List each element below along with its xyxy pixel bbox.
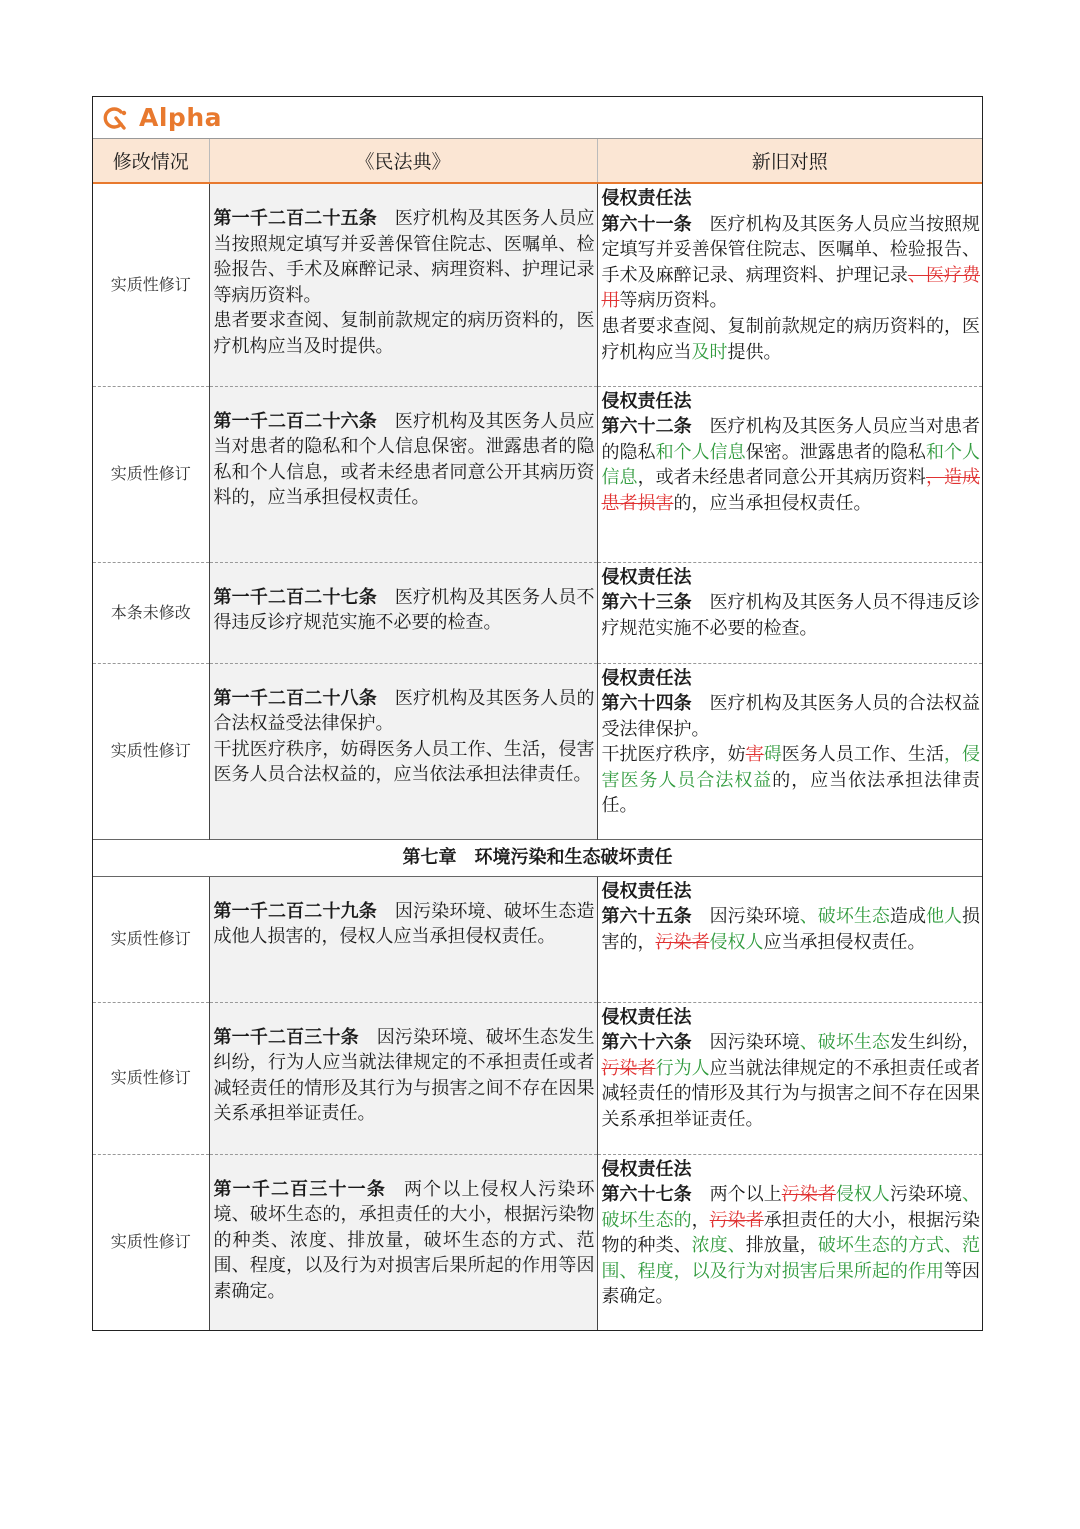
old-law-name: 侵权责任法 [601, 1158, 692, 1180]
added-text: 浓度、 [691, 1235, 746, 1257]
revision-status: 本条未修改 [93, 562, 209, 663]
old-law-paragraph [602, 212, 981, 314]
added-text: 碍 [763, 744, 782, 766]
table-row [93, 1002, 982, 1154]
old-law-paragraph [602, 1182, 981, 1310]
added-text: 及时 [691, 341, 728, 363]
comparison-document [92, 96, 983, 1331]
brand-name: Alpha [139, 103, 222, 132]
added-text: 、破坏生态的 [601, 1184, 981, 1231]
old-article-number: 第六十六条 [601, 1032, 692, 1054]
unchanged-text: 应当就法律规定的不承担责任或者减轻责任的情形及其行为与损害之间不存在因果关系承担举证责任。 [601, 1057, 981, 1130]
unchanged-text: 保密。泄露患者的隐私 [745, 441, 926, 463]
old-law-name: 侵权责任法 [601, 188, 692, 209]
unchanged-text: 的，应当依法承担法律责任。 [601, 769, 981, 817]
revision-status: 实质性修订 [93, 1002, 209, 1154]
table-row [93, 1154, 982, 1330]
unchanged-text: 医疗机构及其医务人员应当对患者的隐私 [601, 416, 981, 463]
old-law-paragraph [602, 414, 981, 516]
old-law-name: 侵权责任法 [601, 390, 692, 412]
deleted-text: 污染者 [781, 1184, 836, 1206]
civil-code-text: 患者要求查阅、复制前款规定的病历资料的，医疗机构应当及时提供。 [213, 310, 595, 357]
civil-code-cell [209, 1002, 597, 1154]
table-row [93, 183, 982, 386]
old-law-name: 侵权责任法 [601, 880, 692, 902]
civil-code-text: 两个以上侵权人污染环境、破坏生态的，承担责任的大小，根据污染物的种类、浓度、排放量，破坏生态的方式、范围、程度，以及行为对损害后果所起的作用等因素确定。 [213, 1178, 595, 1302]
unchanged-text: 患者要求查阅、复制前款规定的病历资料的，医疗机构应当 [601, 315, 980, 363]
unchanged-text: 干扰医疗秩序，妨 [601, 744, 746, 766]
unchanged-text: 因污染环境 [709, 906, 800, 928]
table-row [93, 562, 982, 663]
unchanged-text: 发生纠纷， [889, 1032, 981, 1054]
civil-code-text: 因污染环境、破坏生态造成他人损害的，侵权人应当承担侵权责任。 [213, 900, 595, 948]
unchanged-text: 因污染环境 [709, 1032, 800, 1054]
civil-code-cell [209, 183, 597, 386]
table-row [93, 663, 982, 839]
revision-status: 实质性修订 [93, 663, 209, 839]
chapter-row [93, 839, 982, 876]
civil-code-paragraph [214, 899, 595, 950]
unchanged-text: 承担责任的大小，根据污染物的种类、 [601, 1209, 981, 1257]
old-law-paragraph [602, 590, 981, 641]
old-law-paragraph [602, 742, 981, 819]
old-law-paragraph [602, 691, 981, 742]
added-text: 和个人信息 [601, 441, 981, 489]
civil-code-text: 医疗机构及其医务人员应当按照规定填写并妥善保管住院志、医嘱单、检验报告、手术及麻醉记录、病理资料、护理记录等病历资料。 [213, 208, 595, 306]
table-row [93, 876, 982, 1002]
civil-code-paragraph [214, 585, 595, 636]
unchanged-text: 应当承担侵权责任。 [763, 931, 926, 953]
civil-code-paragraph [214, 206, 595, 308]
table-body [93, 183, 982, 1330]
header-status: 修改情况 [93, 139, 209, 183]
added-text: 和个人信息 [655, 441, 746, 463]
deleted-text: 害 [745, 744, 764, 766]
old-article-number: 第六十二条 [601, 416, 692, 438]
civil-code-article-number: 第一千二百二十六条 [213, 410, 377, 432]
unchanged-text: 排放量， [745, 1235, 818, 1257]
comparison-cell [597, 562, 982, 663]
civil-code-article-number: 第一千二百二十七条 [213, 586, 377, 608]
added-text: ，侵害医务人员合法权益 [601, 744, 981, 791]
revision-status: 实质性修订 [93, 876, 209, 1002]
old-law-name: 侵权责任法 [601, 1006, 692, 1028]
comparison-cell [597, 876, 982, 1002]
old-law-paragraph [602, 314, 981, 365]
deleted-text: 污染者 [655, 931, 710, 953]
unchanged-text: 医务人员工作、生活 [781, 744, 944, 766]
unchanged-text: 污染环境 [889, 1184, 963, 1206]
civil-code-paragraph [214, 409, 595, 511]
unchanged-text: 的，应当承担侵权责任。 [673, 492, 872, 514]
civil-code-text: 因污染环境、破坏生态发生纠纷，行为人应当就法律规定的不承担责任或者减轻责任的情形及其行为与损害之间不存在因果关系承担举证责任。 [213, 1026, 595, 1125]
unchanged-text: 两个以上 [709, 1184, 782, 1206]
table-row [93, 386, 982, 562]
unchanged-text: 医疗机构及其医务人员的合法权益受法律保护。 [601, 693, 981, 740]
added-text: 他人 [925, 906, 963, 928]
civil-code-paragraph [214, 308, 595, 359]
comparison-cell [597, 183, 982, 386]
comparison-table [93, 139, 982, 1330]
added-text: 侵权人 [709, 931, 764, 953]
old-article-number: 第六十三条 [601, 592, 692, 614]
comparison-cell [597, 1002, 982, 1154]
added-text: 、破坏生态 [799, 1032, 890, 1054]
unchanged-text: 造成 [889, 906, 926, 928]
civil-code-cell [209, 562, 597, 663]
header-civil-code: 《民法典》 [209, 139, 597, 183]
civil-code-article-number: 第一千二百二十九条 [213, 900, 377, 922]
civil-code-cell [209, 386, 597, 562]
civil-code-article-number: 第一千二百二十五条 [213, 208, 377, 229]
added-text: 破坏生态的方式、范围、程度，以及行为对损害后果所起的作用 [601, 1235, 981, 1282]
civil-code-paragraph [214, 737, 595, 788]
comparison-cell [597, 386, 982, 562]
unchanged-text: ， [691, 1209, 710, 1231]
deleted-text: 污染者 [709, 1209, 764, 1231]
unchanged-text: 医疗机构及其医务人员不得违反诊疗规范实施不必要的检查。 [601, 592, 981, 639]
revision-status: 实质性修订 [93, 386, 209, 562]
old-law-name: 侵权责任法 [601, 566, 692, 588]
civil-code-cell [209, 876, 597, 1002]
old-law-name: 侵权责任法 [601, 667, 692, 689]
revision-status: 实质性修订 [93, 1154, 209, 1330]
alpha-logo-icon [101, 104, 129, 132]
civil-code-article-number: 第一千二百二十八条 [213, 687, 377, 709]
brand-bar [93, 97, 982, 139]
civil-code-text: 医疗机构及其医务人员不得违反诊疗规范实施不必要的检查。 [213, 586, 595, 634]
unchanged-text: 等病历资料。 [619, 290, 728, 312]
civil-code-paragraph [214, 686, 595, 737]
civil-code-text: 干扰医疗秩序，妨碍医务人员工作、生活，侵害医务人员合法权益的，应当依法承担法律责任。 [213, 738, 595, 786]
civil-code-cell [209, 663, 597, 839]
civil-code-article-number: 第一千二百三十一条 [213, 1178, 386, 1200]
deleted-text: 、医疗费用 [601, 264, 981, 312]
deleted-text: ，造成患者损害 [601, 467, 981, 514]
unchanged-text: 损害的， [601, 906, 981, 953]
chapter-title: 第七章 环境污染和生态破坏责任 [93, 839, 982, 876]
unchanged-text: ，或者未经患者同意公开其病历资料 [637, 467, 926, 489]
old-article-number: 第六十五条 [601, 906, 692, 928]
old-article-number: 第六十一条 [601, 213, 692, 235]
deleted-text: 污染者 [601, 1057, 656, 1079]
civil-code-cell [209, 1154, 597, 1330]
revision-status: 实质性修订 [93, 183, 209, 386]
old-article-number: 第六十七条 [601, 1184, 692, 1206]
table-header-row [93, 139, 982, 183]
unchanged-text: 医疗机构及其医务人员应当按照规定填写并妥善保管住院志、医嘱单、检验报告、手术及麻醉记录、病理资料、护理记录 [601, 213, 981, 286]
added-text: 行为人 [655, 1057, 710, 1079]
civil-code-article-number: 第一千二百三十条 [213, 1026, 359, 1048]
comparison-cell [597, 1154, 982, 1330]
civil-code-text: 医疗机构及其医务人员的合法权益受法律保护。 [213, 687, 595, 735]
old-article-number: 第六十四条 [601, 693, 692, 715]
old-law-paragraph [602, 1030, 981, 1132]
added-text: 侵权人 [835, 1184, 890, 1206]
added-text: 、破坏生态 [799, 906, 890, 928]
unchanged-text: 提供。 [727, 341, 782, 363]
unchanged-text: 等因素确定。 [601, 1260, 981, 1308]
civil-code-text: 医疗机构及其医务人员应当对患者的隐私和个人信息保密。泄露患者的隐私和个人信息，或者未经患者同意公开其病历资料的，应当承担侵权责任。 [213, 410, 595, 509]
comparison-cell [597, 663, 982, 839]
old-law-paragraph [602, 904, 981, 955]
civil-code-paragraph [214, 1177, 595, 1305]
header-comparison: 新旧对照 [597, 139, 982, 183]
civil-code-paragraph [214, 1025, 595, 1127]
